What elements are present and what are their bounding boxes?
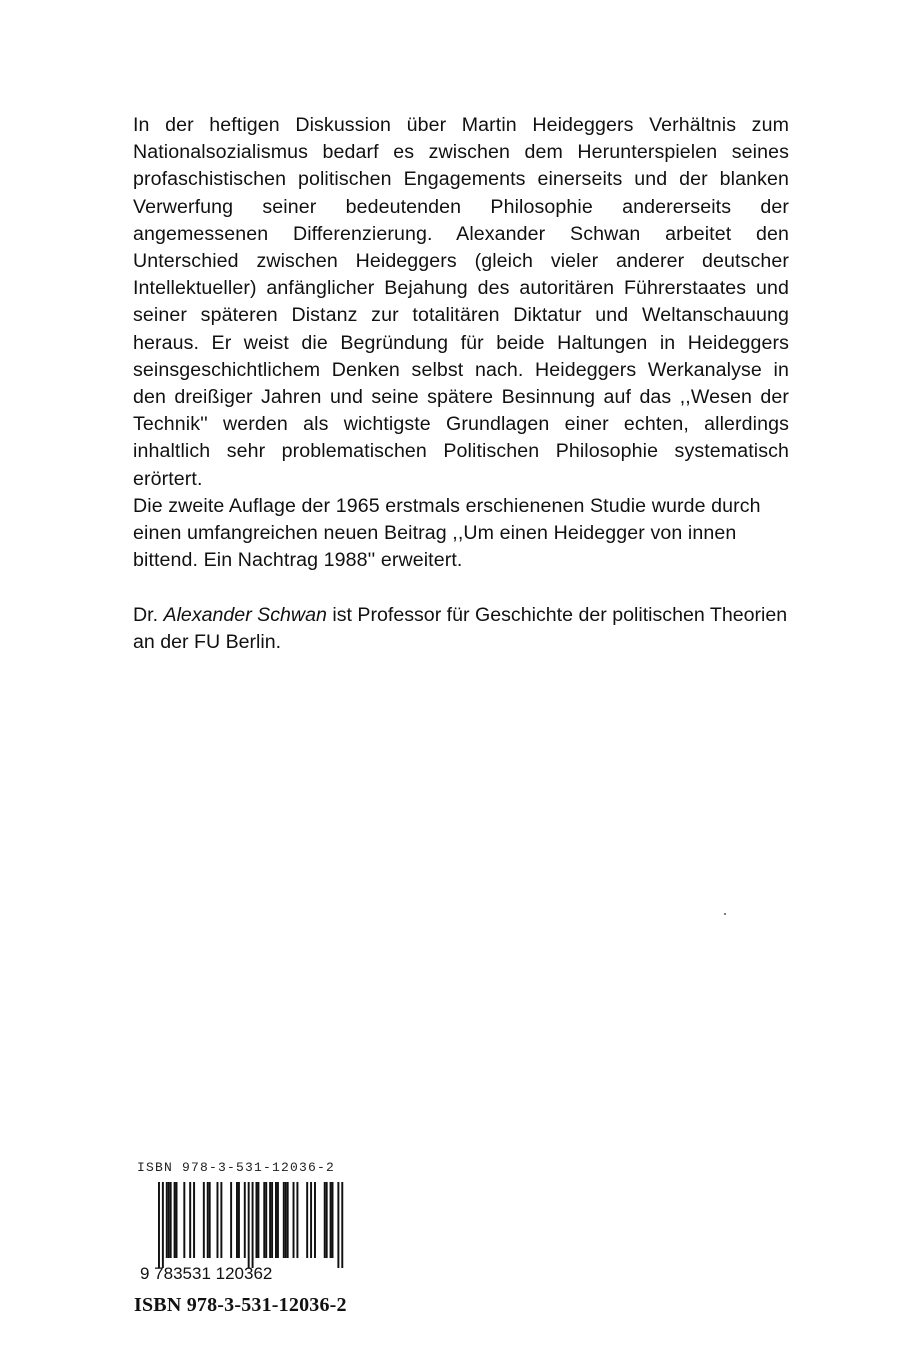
barcode-bar [324, 1182, 326, 1258]
author-bio [133, 602, 793, 656]
barcode-bar [174, 1182, 176, 1258]
barcode-bar [248, 1182, 250, 1268]
barcode-bar [168, 1182, 170, 1258]
barcode-digits: 9 783531 120362 [140, 1264, 273, 1280]
barcode [140, 1180, 345, 1280]
barcode-bar [158, 1182, 160, 1268]
barcode-bar [269, 1182, 271, 1258]
author-name: Alexander Schwan [163, 604, 327, 626]
barcode-bar [193, 1182, 195, 1258]
barcode-bar [341, 1182, 343, 1268]
barcode-bar [236, 1182, 238, 1258]
barcode-bar [263, 1182, 265, 1258]
barcode-bar [244, 1182, 246, 1258]
barcode-bar [220, 1182, 222, 1258]
barcode-bar [332, 1182, 334, 1258]
barcode-bar [207, 1182, 209, 1258]
barcode-bar [330, 1182, 332, 1258]
author-description: ist Professor für Geschichte der politischen Theorien an der FU Berlin. [133, 604, 788, 654]
barcode-bar [285, 1182, 287, 1258]
isbn-bottom-label: ISBN 978-3-531-12036-2 [134, 1294, 347, 1316]
barcode-bar [252, 1182, 254, 1268]
print-speck [724, 913, 726, 915]
author-prefix: Dr. [133, 604, 159, 626]
blurb-paragraph-1: In der heftigen Diskussion über Martin Heideggers Verhältnis zum Nationalsozialismus bedarf es zwischen dem Herunterspielen seines profaschistischen politischen Engagements einerseits und der blanken Verwerfung seiner bedeutenden Philosophie andererseits der angemessenen Differenzierung. Alexander Schwan arbeitet den Unterschied zwischen Heideggers (gleich vieler anderer deutscher Intellektueller) anfänglicher Bejahung des autoritären Führerstaates und seiner späteren Distanz zur totalitären Diktatur und Weltanschauung heraus. Er weist die Begründung für beide Haltungen in Heideggers seinsgeschichtlichem Denken selbst nach. Heideggers Werkanalyse in den dreißiger Jahren und seine spätere Besinnung auf das ,,Wesen der Technik'' werden als wichtigste Grundlagen einer echten, allerdings inhaltlich sehr problematischen Politischen Philosophie systematisch erörtert. [133, 114, 789, 490]
barcode-bar [170, 1182, 172, 1258]
barcode-bar [271, 1182, 273, 1258]
barcode-bar [287, 1182, 289, 1258]
barcode-bar [275, 1182, 277, 1258]
barcode-bar [277, 1182, 279, 1258]
barcode-bar [314, 1182, 316, 1258]
blurb-text [133, 112, 789, 574]
barcode-bar [176, 1182, 178, 1258]
barcode-bars [158, 1182, 343, 1268]
barcode-bar [293, 1182, 295, 1258]
barcode-bar [310, 1182, 312, 1258]
barcode-bar [265, 1182, 267, 1258]
barcode-bar [296, 1182, 298, 1258]
barcode-bar [257, 1182, 259, 1258]
barcode-bar [326, 1182, 328, 1258]
blurb-paragraph-2: Die zweite Auflage der 1965 erstmals erschienenen Studie wurde durch einen umfangreichen neuen Beitrag ,,Um einen Heidegger von innen bittend. Ein Nachtrag 1988'' erweitert. [133, 494, 761, 572]
isbn-top-label: ISBN 978-3-531-12036-2 [137, 1160, 336, 1175]
barcode-bar [230, 1182, 232, 1258]
barcode-bar [256, 1182, 258, 1258]
barcode-bar [183, 1182, 185, 1258]
barcode-bar [189, 1182, 191, 1258]
barcode-bar [337, 1182, 339, 1268]
barcode-bar [283, 1182, 285, 1258]
barcode-bar [166, 1182, 168, 1258]
barcode-bar [217, 1182, 219, 1258]
barcode-bar [238, 1182, 240, 1258]
barcode-bar [162, 1182, 164, 1268]
barcode-bar [306, 1182, 308, 1258]
barcode-bar [209, 1182, 211, 1258]
barcode-bar [203, 1182, 205, 1258]
